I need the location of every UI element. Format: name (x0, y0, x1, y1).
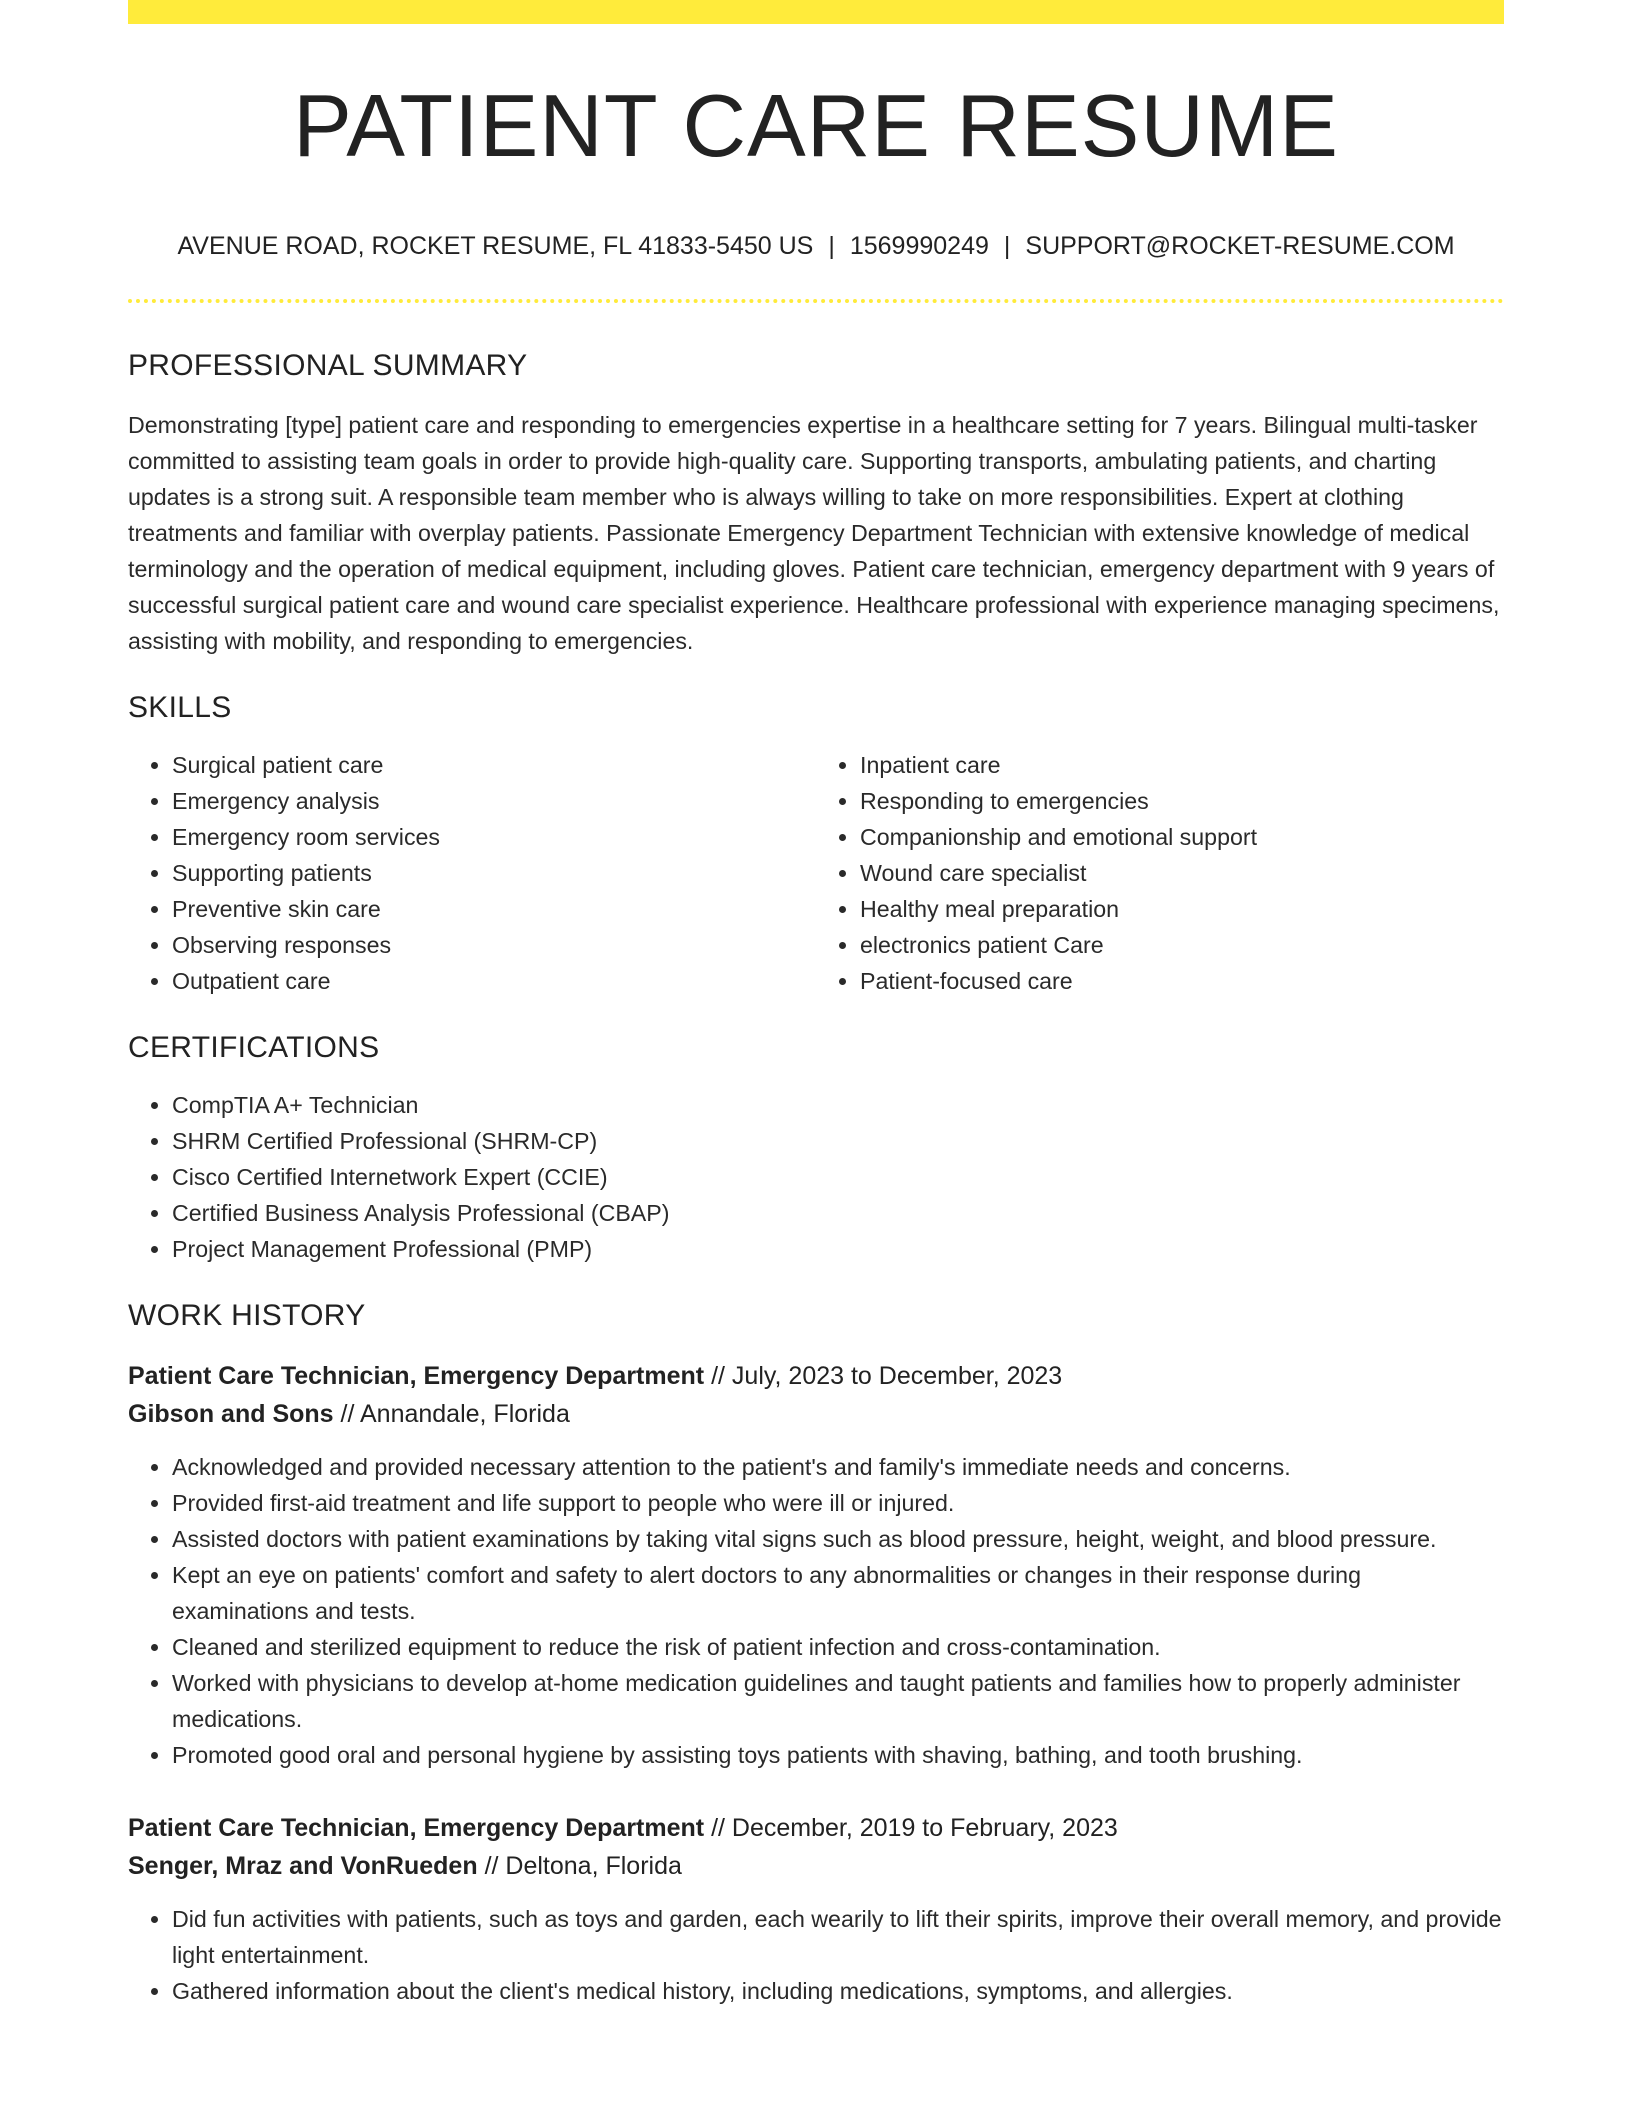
job-title: Patient Care Technician, Emergency Department (128, 1814, 705, 1842)
skills-section (128, 693, 1504, 999)
certification-item: • SHRM Certified Professional (SHRM-CP) (172, 1123, 1504, 1159)
skill-item: • Surgical patient care (172, 747, 816, 783)
skills-list-left (128, 747, 816, 999)
job-title-line (128, 1357, 1504, 1395)
certification-item: • Certified Business Analysis Professional (CBAP) (172, 1195, 1504, 1231)
skill-item: • electronics patient Care (860, 927, 1504, 963)
dotted-divider (128, 299, 1504, 303)
job-title-line (128, 1809, 1504, 1847)
job-title: Patient Care Technician, Emergency Department (128, 1362, 705, 1390)
contact-email[interactable]: SUPPORT@ROCKET-RESUME.COM (1025, 232, 1455, 260)
skills-heading: SKILLS (128, 691, 232, 724)
summary-section (128, 351, 1504, 659)
job-dates: // July, 2023 to December, 2023 (711, 1362, 1063, 1390)
skill-item: • Inpatient care (860, 747, 1504, 783)
certifications-heading: CERTIFICATIONS (128, 1031, 380, 1064)
certifications-list (128, 1087, 1504, 1267)
job-bullet: • Assisted doctors with patient examinations by taking vital signs such as blood pressure, height, weight, and blood pressure. (172, 1521, 1504, 1557)
job-bullets (128, 1449, 1504, 1773)
job-dates: // December, 2019 to February, 2023 (711, 1814, 1118, 1842)
job-company: Gibson and Sons (128, 1400, 334, 1428)
work-history-heading: WORK HISTORY (128, 1299, 366, 1332)
skill-item: • Preventive skin care (172, 891, 816, 927)
job-bullet: • Kept an eye on patients' comfort and safety to alert doctors to any abnormalities or changes in their response during examinations and tests. (172, 1557, 1504, 1629)
skill-item: • Emergency analysis (172, 783, 816, 819)
contact-address: AVENUE ROAD, ROCKET RESUME, FL 41833-5450 US (177, 232, 814, 260)
job-bullet: • Gathered information about the client's medical history, including medications, symptoms, and allergies. (172, 1973, 1504, 2009)
skill-item: • Outpatient care (172, 963, 816, 999)
job-bullet: • Worked with physicians to develop at-home medication guidelines and taught patients and families how to properly administer medications. (172, 1665, 1504, 1737)
skill-item: • Companionship and emotional support (860, 819, 1504, 855)
contact-separator: | (1003, 232, 1011, 260)
skill-item: • Wound care specialist (860, 855, 1504, 891)
certification-item: • Cisco Certified Internetwork Expert (CCIE) (172, 1159, 1504, 1195)
job-location: // Deltona, Florida (484, 1852, 682, 1880)
skill-item: • Responding to emergencies (860, 783, 1504, 819)
contact-phone[interactable]: 1569990249 (849, 232, 989, 260)
job-bullet: • Promoted good oral and personal hygiene by assisting toys patients with shaving, bathing, and tooth brushing. (172, 1737, 1504, 1773)
job-company-line (128, 1395, 1504, 1433)
accent-bar (128, 0, 1504, 24)
work-history-section (128, 1301, 1504, 2009)
skill-item: • Patient-focused care (860, 963, 1504, 999)
resume-page (128, 0, 1504, 2009)
skills-list-right (816, 747, 1504, 999)
job-bullet: • Provided first-aid treatment and life support to people who were ill or injured. (172, 1485, 1504, 1521)
job-bullets (128, 1901, 1504, 2009)
job-entry (128, 1357, 1504, 1773)
summary-text: Demonstrating [type] patient care and responding to emergencies expertise in a healthcare setting for 7 years. Bilingual multi-tasker committed to assisting team goals in order to provide high-quality care. Supporting transports, ambulating patients, and charting updates is a strong suit. A responsible team member who is always willing to take on more responsibilities. Expert at clothing treatments and familiar with overplay patients. Passionate Emergency Department Technician with extensive knowledge of medical terminology and the operation of medical equipment, including gloves. Patient care technician, emergency department with 9 years of successful surgical patient care and wound care specialist experience. Healthcare professional with experience managing specimens, assisting with mobility, and responding to emergencies. (128, 412, 1500, 654)
job-company-line (128, 1847, 1504, 1885)
skill-item: • Healthy meal preparation (860, 891, 1504, 927)
job-company: Senger, Mraz and VonRueden (128, 1852, 478, 1880)
summary-heading: PROFESSIONAL SUMMARY (128, 349, 528, 382)
certification-item: • Project Management Professional (PMP) (172, 1231, 1504, 1267)
contact-separator: | (828, 232, 835, 260)
resume-title: PATIENT CARE RESUME (293, 76, 1339, 175)
skill-item: • Emergency room services (172, 819, 816, 855)
job-bullet: • Acknowledged and provided necessary attention to the patient's and family's immediate needs and concerns. (172, 1449, 1504, 1485)
job-entry (128, 1809, 1504, 2009)
certifications-section (128, 1033, 1504, 1267)
skill-item: • Observing responses (172, 927, 816, 963)
contact-line (128, 234, 1504, 259)
job-bullet: • Cleaned and sterilized equipment to reduce the risk of patient infection and cross-contamination. (172, 1629, 1504, 1665)
certification-item: • CompTIA A+ Technician (172, 1087, 1504, 1123)
job-bullet: • Did fun activities with patients, such as toys and garden, each wearily to lift their spirits, improve their overall memory, and provide light entertainment. (172, 1901, 1504, 1973)
skill-item: • Supporting patients (172, 855, 816, 891)
job-location: // Annandale, Florida (340, 1400, 570, 1428)
skills-columns (128, 747, 1504, 999)
